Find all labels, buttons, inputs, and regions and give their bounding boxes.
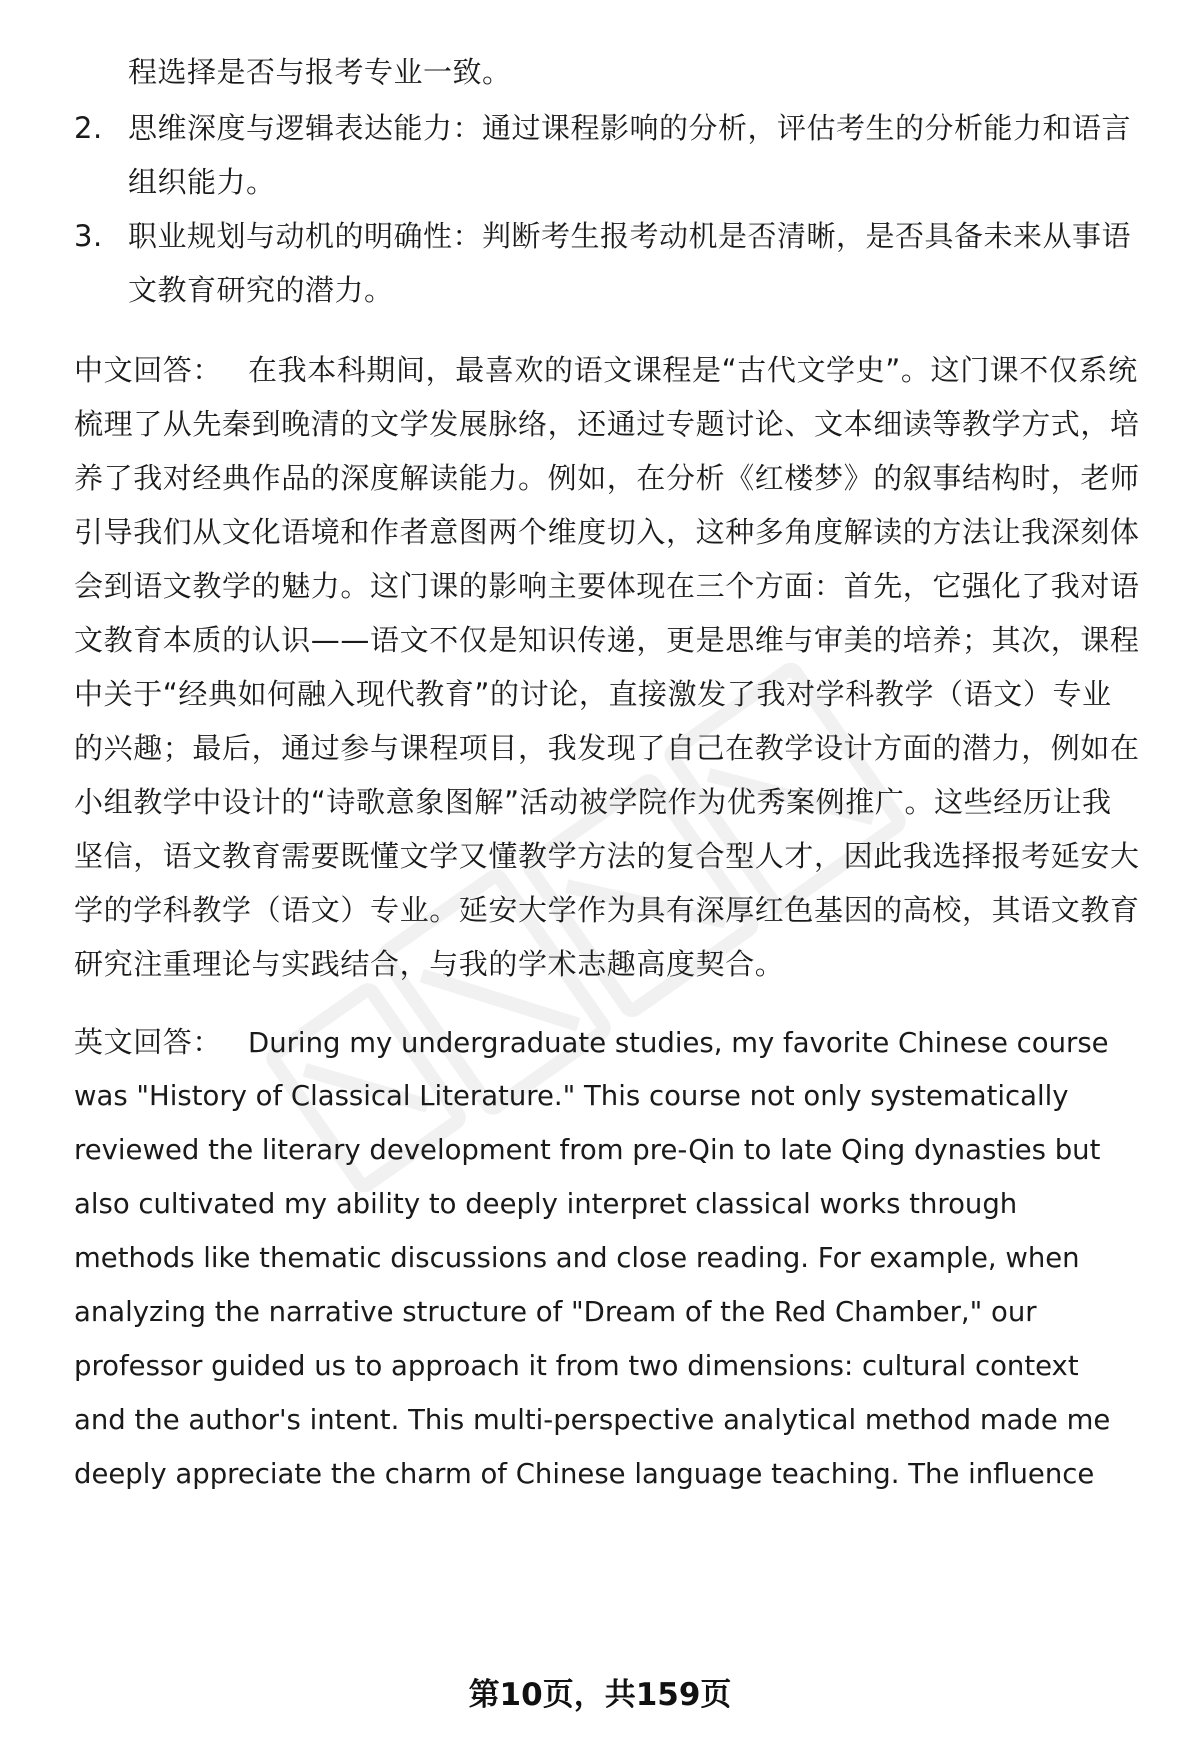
english-answer-line: reviewed the literary development from pre-Qin to late Qing dynasties but [74, 1134, 1101, 1166]
chinese-answer-line: 养了我对经典作品的深度解读能力。例如，在分析《红楼梦》的叙事结构时，老师 [74, 461, 1140, 495]
criteria-item-text: 职业规划与动机的明确性：判断考生报考动机是否清晰，是否具备未来从事语 [128, 219, 1132, 253]
english-answer-line: deeply appreciate the charm of Chinese language teaching. The influence [74, 1458, 1095, 1490]
chinese-answer-line: 引导我们从文化语境和作者意图两个维度切入，这种多角度解读的方法让我深刻体 [74, 515, 1140, 549]
english-answer-line: was "History of Classical Literature." This course not only systematically [74, 1080, 1069, 1112]
criteria-item-2 [74, 98, 1154, 158]
criteria-item-3 [74, 206, 1154, 266]
chinese-answer-line: 研究注重理论与实践结合，与我的学术志趣高度契合。 [74, 947, 785, 981]
page-number-footer: 第10页，共159页 [468, 1677, 732, 1713]
english-answer-line [74, 1012, 1164, 1073]
english-answer-line: also cultivated my ability to deeply interpret classical works through [74, 1188, 1018, 1220]
criteria-item-3-cont: 文教育研究的潜力。 [128, 273, 394, 307]
chinese-answer-line: 文教育本质的认识——语文不仅是知识传递，更是思维与审美的培养；其次，课程 [74, 623, 1140, 657]
chinese-answer-line: 中关于“经典如何融入现代教育”的讨论，直接激发了我对学科教学（语文）专业 [74, 677, 1112, 711]
chinese-answer-line: 坚信，语文教育需要既懂文学又懂教学方法的复合型人才，因此我选择报考延安大 [74, 839, 1140, 873]
chinese-answer-line: 小组教学中设计的“诗歌意象图解”活动被学院作为优秀案例推广。这些经历让我 [74, 785, 1112, 819]
chinese-answer-line [74, 340, 1164, 400]
list-number: 2. [74, 111, 103, 145]
chinese-answer-line: 会到语文教学的魅力。这门课的影响主要体现在三个方面：首先，它强化了我对语 [74, 569, 1140, 603]
english-answer-line: professor guided us to approach it from two dimensions: cultural context [74, 1350, 1079, 1382]
chinese-answer-line: 学的学科教学（语文）专业。延安大学作为具有深厚红色基因的高校，其语文教育 [74, 893, 1140, 927]
criteria-item-text: 思维深度与逻辑表达能力：通过课程影响的分析，评估考生的分析能力和语言 [128, 111, 1132, 145]
list-number: 3. [74, 219, 103, 253]
english-answer-text: During my undergraduate studies, my favorite Chinese course [248, 1027, 1109, 1059]
criteria-item-1-tail: 程选择是否与报考专业一致。 [128, 55, 512, 89]
english-answer-line: analyzing the narrative structure of "Dream of the Red Chamber," our [74, 1296, 1037, 1328]
english-answer-line: methods like thematic discussions and close reading. For example, when [74, 1242, 1080, 1274]
chinese-answer-text: 在我本科期间，最喜欢的语文课程是“古代文学史”。这门课不仅系统 [248, 353, 1138, 387]
chinese-answer-line: 的兴趣；最后，通过参与课程项目，我发现了自己在教学设计方面的潜力，例如在 [74, 731, 1140, 765]
chinese-answer-label: 中文回答： [74, 353, 223, 387]
chinese-answer-line: 梳理了从先秦到晚清的文学发展脉络，还通过专题讨论、文本细读等教学方式，培 [74, 407, 1140, 441]
english-answer-label: 英文回答： [74, 1025, 223, 1059]
english-answer-line: and the author's intent. This multi-perspective analytical method made me [74, 1404, 1111, 1436]
criteria-item-2-cont: 组织能力。 [128, 165, 276, 199]
